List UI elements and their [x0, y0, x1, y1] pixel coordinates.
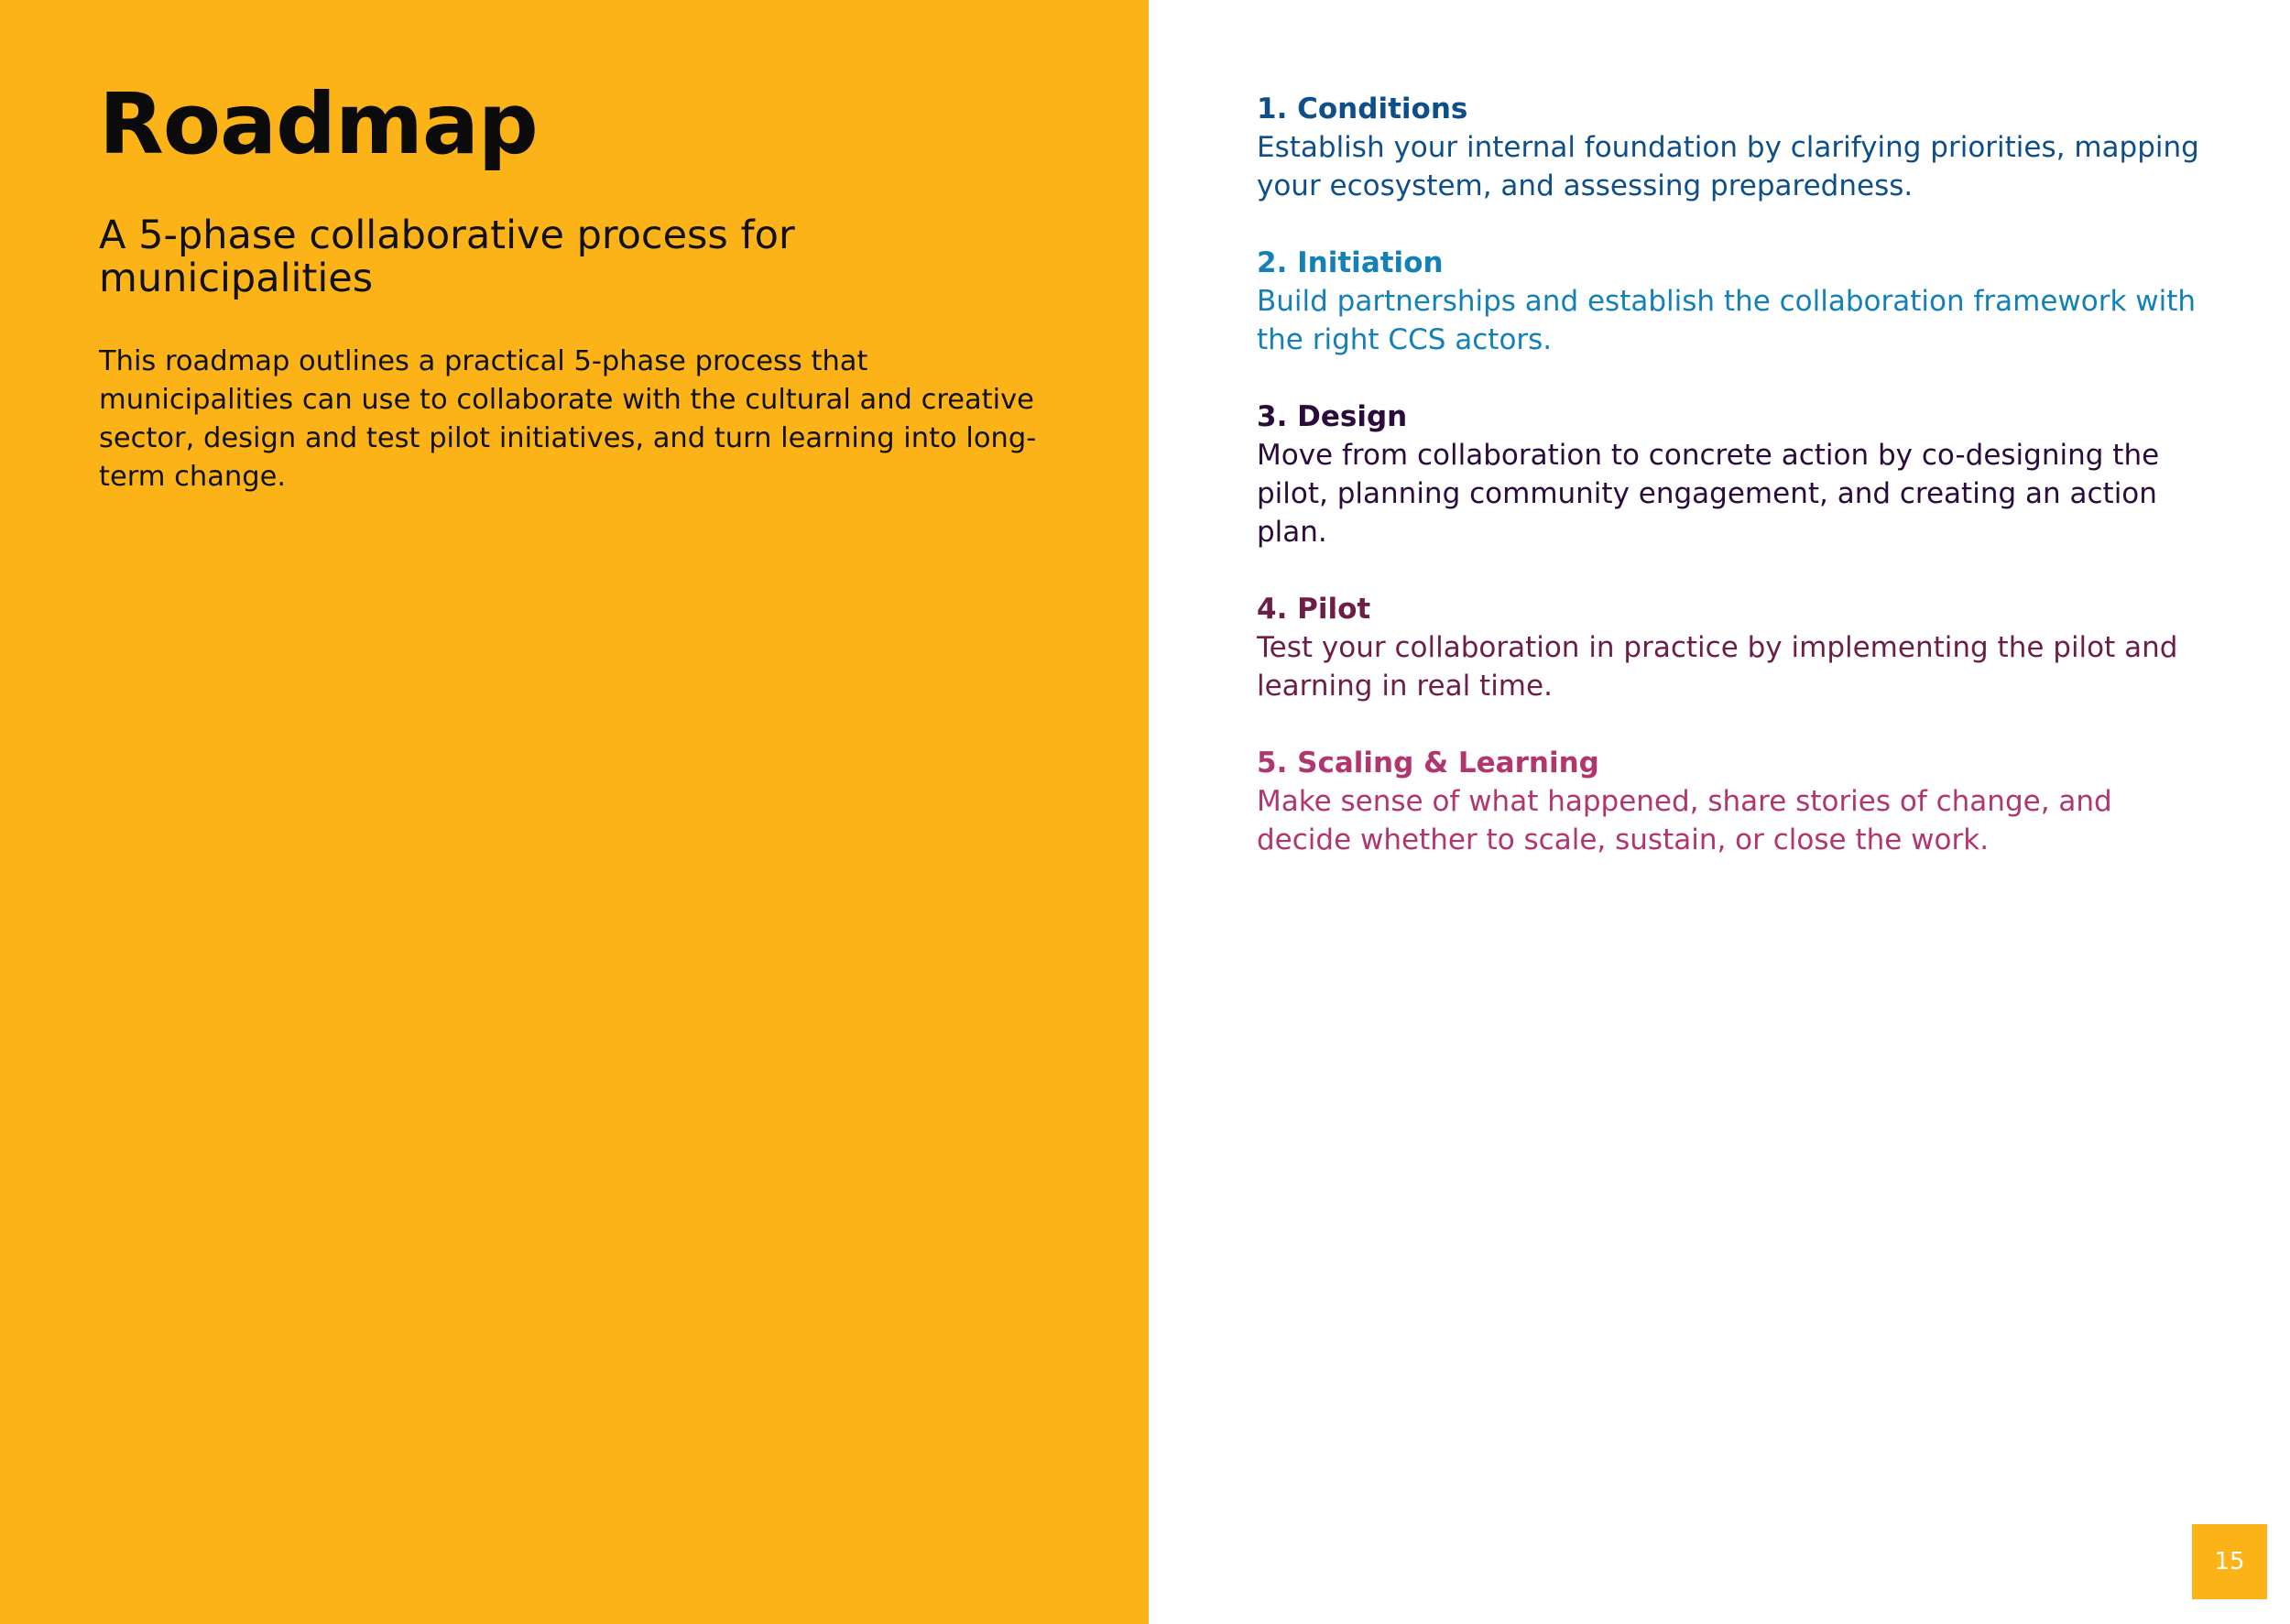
- phase-description: Test your collaboration in practice by implementing the pilot and learning in real time.: [1257, 631, 2178, 703]
- phase-item-design: [1257, 398, 2209, 551]
- phase-item-conditions: [1257, 90, 2209, 205]
- phase-title: 1. Conditions: [1257, 93, 1468, 125]
- phase-title: 2. Initiation: [1257, 246, 1444, 279]
- phase-list: [1257, 90, 2209, 898]
- page-title: Roadmap: [99, 75, 538, 173]
- phase-item-initiation: [1257, 244, 2209, 359]
- phase-title: 3. Design: [1257, 400, 1408, 433]
- intro-paragraph: This roadmap outlines a practical 5-phase process that municipalities can use to collaborate with the cultural and creative sector, design and test pilot initiatives, and turn learning into long-term change.: [99, 345, 1037, 493]
- page-number: 15: [2192, 1524, 2267, 1599]
- phase-description: Establish your internal foundation by clarifying priorities, mapping your ecosystem, and assessing preparedness.: [1257, 131, 2199, 202]
- phase-description: Move from collaboration to concrete action by co-designing the pilot, planning community engagement, and creating an action plan.: [1257, 439, 2160, 549]
- phase-item-pilot: [1257, 590, 2209, 705]
- phase-description: Make sense of what happened, share stories of change, and decide whether to scale, sustain, or close the work.: [1257, 785, 2112, 856]
- phase-item-scaling-learning: [1257, 744, 2209, 859]
- phase-title: 5. Scaling & Learning: [1257, 747, 1599, 779]
- page-subtitle: A 5-phase collaborative process for municipalities: [99, 213, 795, 301]
- phase-description: Build partnerships and establish the collaboration framework with the right CCS actors.: [1257, 285, 2197, 356]
- phase-title: 4. Pilot: [1257, 593, 1371, 626]
